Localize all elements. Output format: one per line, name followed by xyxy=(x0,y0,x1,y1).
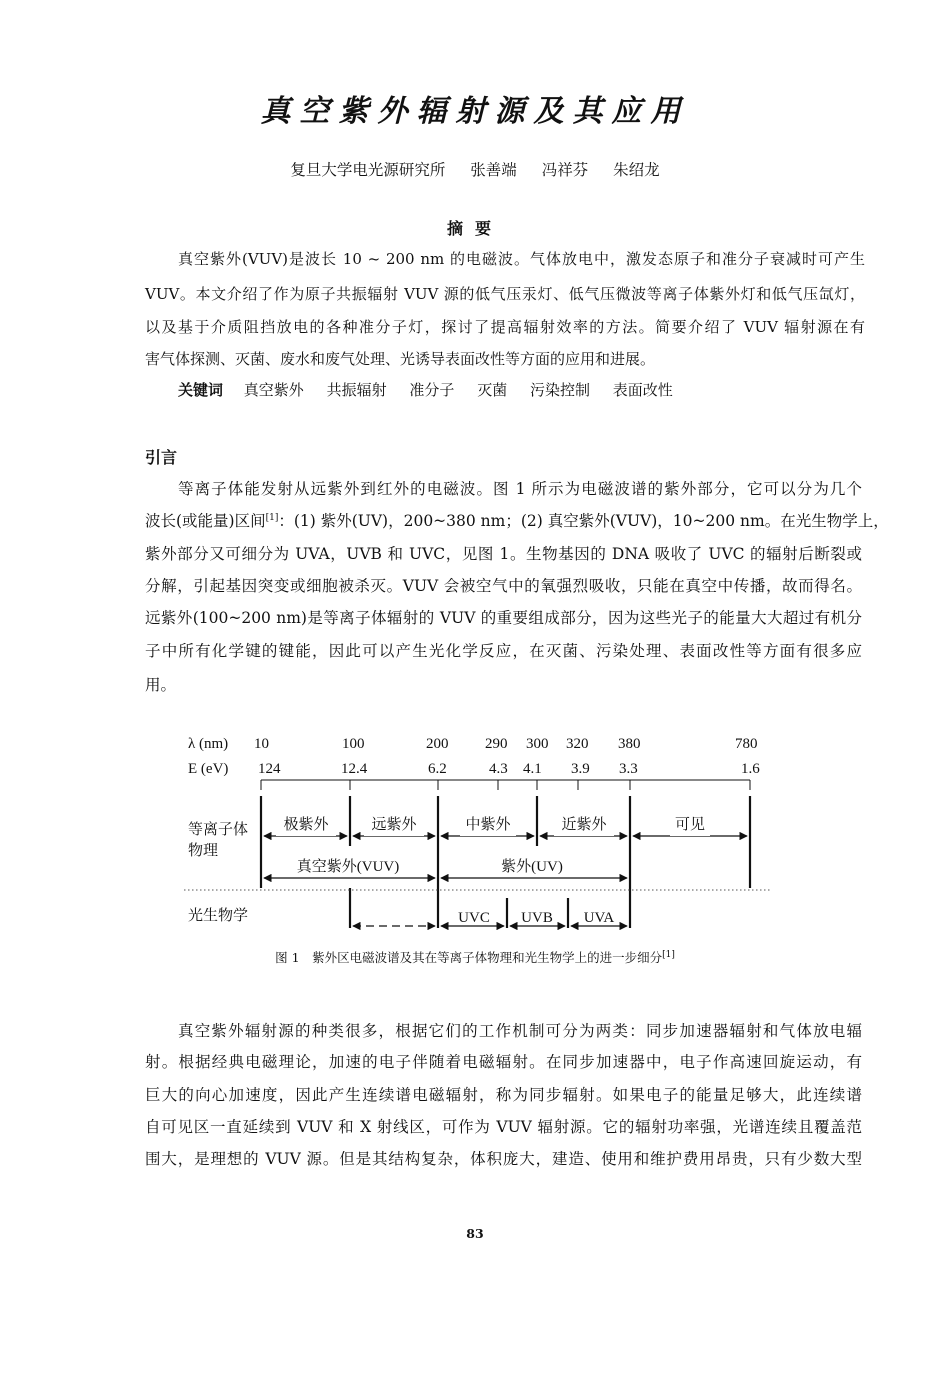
photobio-label: 光生物学 xyxy=(188,908,249,924)
energy-tick: 124 xyxy=(258,761,281,777)
body-line: 巨大的向心加速度，因此产生连续谱电磁辐射，称为同步辐射。如果电子的能量足够大，此连续谱 xyxy=(145,1086,862,1104)
abstract-heading: 摘要 xyxy=(446,219,503,238)
body-line: 等离子体能发射从远紫外到红外的电磁波。图 1 所示为电磁波谱的紫外部分，它可以分为几个 xyxy=(178,480,862,498)
author-name: 冯祥芬 xyxy=(541,161,589,179)
keywords-row xyxy=(178,379,691,400)
region-label: 远紫外 xyxy=(371,817,417,833)
energy-tick: 12.4 xyxy=(341,761,368,777)
keyword: 共振辐射 xyxy=(326,381,387,399)
body-line: 围大，是理想的 VUV 源。但是其结构复杂，体积庞大，建造、使用和维护费用昂贵，只有少数大型 xyxy=(145,1150,862,1168)
wavelength-tick: 780 xyxy=(735,736,758,752)
body-line xyxy=(145,511,889,531)
span-label: 紫外(UV) xyxy=(501,859,563,875)
bio-band-label: UVA xyxy=(583,910,615,926)
keyword: 污染控制 xyxy=(529,381,590,399)
abstract-line: 真空紫外(VUV)是波长 10 ~ 200 nm 的电磁波。气体放电中，激发态原子和准分子衰减时可产生 xyxy=(178,250,865,268)
region-label: 中紫外 xyxy=(465,817,511,833)
body-line: 子中所有化学键的键能，因此可以产生光化学反应，在灭菌、污染处理、表面改性等方面有很多应 xyxy=(145,642,862,660)
body-text: ：(1) 紫外(UV)，200~380 nm；(2) 真空紫外(VUV)，10~200 nm。在光生物学上， xyxy=(278,512,889,530)
energy-label: E (eV) xyxy=(188,761,229,777)
span-label: 真空紫外(VUV) xyxy=(296,859,400,875)
figure-caption xyxy=(0,948,950,966)
wavelength-tick: 200 xyxy=(426,736,449,752)
abstract-line: VUV。本文介绍了作为原子共振辐射 VUV 源的低气压汞灯、低气压微波等离子体紫外灯和低气压氙灯， xyxy=(145,285,865,303)
citation: [1] xyxy=(265,512,279,523)
abstract-line: 以及基于介质阻挡放电的各种准分子灯，探讨了提高辐射效率的方法。简要介绍了 VUV 辐射源在有 xyxy=(145,318,865,336)
keyword: 准分子 xyxy=(409,381,455,399)
section-heading: 引言 xyxy=(145,448,178,467)
body-line: 用。 xyxy=(145,676,177,694)
energy-tick: 6.2 xyxy=(428,761,447,777)
uv-spectrum-figure xyxy=(180,728,780,940)
author-name: 张善端 xyxy=(470,161,517,179)
plasma-label: 等离子体 xyxy=(188,822,249,838)
bio-band-label: UVC xyxy=(458,910,490,926)
body-text: 波长(或能量)区间 xyxy=(145,512,266,530)
paper-title: 真空紫外辐射源及其应用 xyxy=(260,94,690,129)
body-line: 自可见区一直延续到 VUV 和 X 射线区，可作为 VUV 辐射源。它的辐射功率强，光谱连续且覆盖范 xyxy=(145,1118,862,1136)
body-line: 紫外部分又可细分为 UVA，UVB 和 UVC，见图 1。生物基因的 DNA 吸收了 UVC 的辐射后断裂或 xyxy=(145,545,862,563)
lambda-label: λ (nm) xyxy=(188,736,229,752)
bio-band-label: UVB xyxy=(521,910,553,926)
energy-tick: 4.1 xyxy=(523,761,542,777)
body-line: 远紫外(100~200 nm)是等离子体辐射的 VUV 的重要组成部分，因为这些光子的能量大大超过有机分 xyxy=(145,609,862,627)
energy-tick: 3.3 xyxy=(619,761,638,777)
scale-axis xyxy=(261,780,750,790)
wavelength-tick: 10 xyxy=(254,736,269,752)
abstract-line: 害气体探测、灭菌、废水和废气处理、光诱导表面改性等方面的应用和进展。 xyxy=(145,350,656,368)
wavelength-tick: 100 xyxy=(342,736,365,752)
region-label: 近紫外 xyxy=(561,817,607,833)
affiliation: 复旦大学电光源研究所 xyxy=(290,161,446,179)
caption-text: 图 1 紫外区电磁波谱及其在等离子体物理和光生物学上的进一步细分 xyxy=(275,950,663,965)
keyword: 灭菌 xyxy=(477,381,508,399)
region-label: 极紫外 xyxy=(283,817,329,833)
author-name: 朱绍龙 xyxy=(613,161,660,179)
energy-tick: 3.9 xyxy=(571,761,590,777)
energy-tick: 1.6 xyxy=(741,761,760,777)
energy-tick: 4.3 xyxy=(489,761,508,777)
page-number: 83 xyxy=(466,1226,484,1241)
wavelength-tick: 290 xyxy=(485,736,508,752)
citation: [1] xyxy=(662,949,675,960)
keyword: 真空紫外 xyxy=(243,381,304,399)
body-line: 分解，引起基因突变或细胞被杀灭。VUV 会被空气中的氧强烈吸收，只能在真空中传播，故而得名。 xyxy=(145,577,862,595)
region-label: 可见 xyxy=(674,817,706,833)
wavelength-tick: 320 xyxy=(566,736,589,752)
body-line: 射。根据经典电磁理论，加速的电子伴随着电磁辐射。在同步加速器中，电子作高速回旋运动，有 xyxy=(145,1053,862,1071)
wavelength-tick: 380 xyxy=(618,736,641,752)
keywords-label: 关键词 xyxy=(178,381,224,399)
body-line: 真空紫外辐射源的种类很多，根据它们的工作机制可分为两类：同步加速器辐射和气体放电辐 xyxy=(178,1022,862,1040)
wavelength-tick: 300 xyxy=(526,736,549,752)
author-line xyxy=(0,158,950,180)
keyword: 表面改性 xyxy=(612,381,673,399)
plasma-label: 物理 xyxy=(188,843,219,859)
